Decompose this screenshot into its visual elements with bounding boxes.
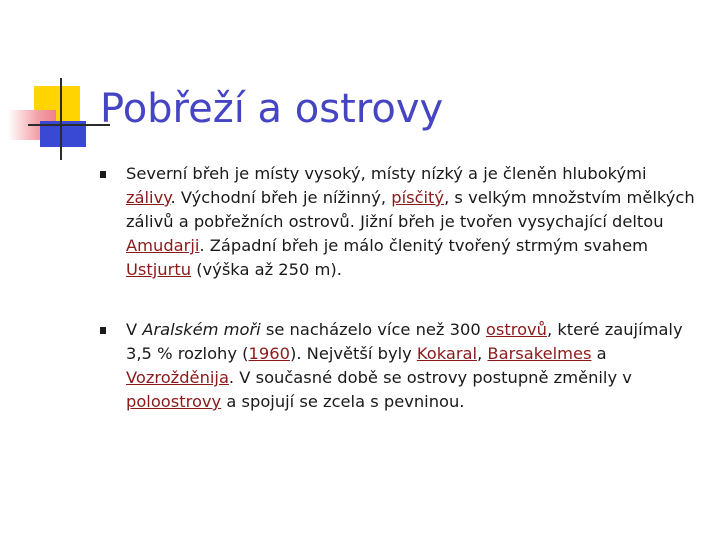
link-vozrozdenija[interactable]: Vozrožděnija — [126, 368, 229, 387]
text-segment: ). Největší byly — [289, 344, 417, 363]
text-segment: V — [126, 320, 143, 339]
italic-text-aralske-more: Aralském moři — [142, 320, 261, 339]
text-segment: se nacházelo více než 300 — [260, 320, 486, 339]
text-segment: , — [477, 344, 488, 363]
text-segment: a — [591, 344, 607, 363]
link-amudarji[interactable]: Amudarji — [126, 236, 200, 255]
link-ustjurtu[interactable]: Ustjurtu — [126, 260, 192, 279]
text-segment: . Východní břeh je nížinný, — [170, 188, 392, 207]
text-segment: . Západní břeh je málo členitý tvořený strmým svahem — [199, 236, 648, 255]
square-bullet-icon — [100, 327, 106, 334]
bullet-text — [126, 318, 698, 414]
slide-title: Pobřeží a ostrovy — [100, 86, 444, 132]
bullet-text — [126, 162, 698, 282]
link-barsakelmes[interactable]: Barsakelmes — [487, 344, 592, 363]
text-segment: Severní břeh je místy vysoký, místy nízký a je členěn hlubokými — [126, 164, 647, 183]
link-1960[interactable]: 1960 — [248, 344, 290, 363]
link-ostrovu[interactable]: ostrovů — [485, 320, 547, 339]
text-segment: a spojují se zcela s pevninou. — [221, 392, 465, 411]
text-segment: , které zaujímaly 3,5 % rozlohy ( — [126, 320, 683, 363]
text-segment: . V současné době se ostrovy postupně změnily v — [228, 368, 632, 387]
link-zalivy[interactable]: zálivy — [126, 188, 171, 207]
square-bullet-icon — [100, 171, 106, 178]
text-segment: (výška až 250 m). — [191, 260, 342, 279]
link-poloostrovy[interactable]: poloostrovy — [126, 392, 222, 411]
link-piscity[interactable]: písčitý — [391, 188, 445, 207]
text-segment: , s velkým množstvím mělkých zálivů a pobřežních ostrovů. Jižní břeh je tvořen vysychající deltou — [126, 188, 695, 231]
link-kokaral[interactable]: Kokaral — [416, 344, 478, 363]
